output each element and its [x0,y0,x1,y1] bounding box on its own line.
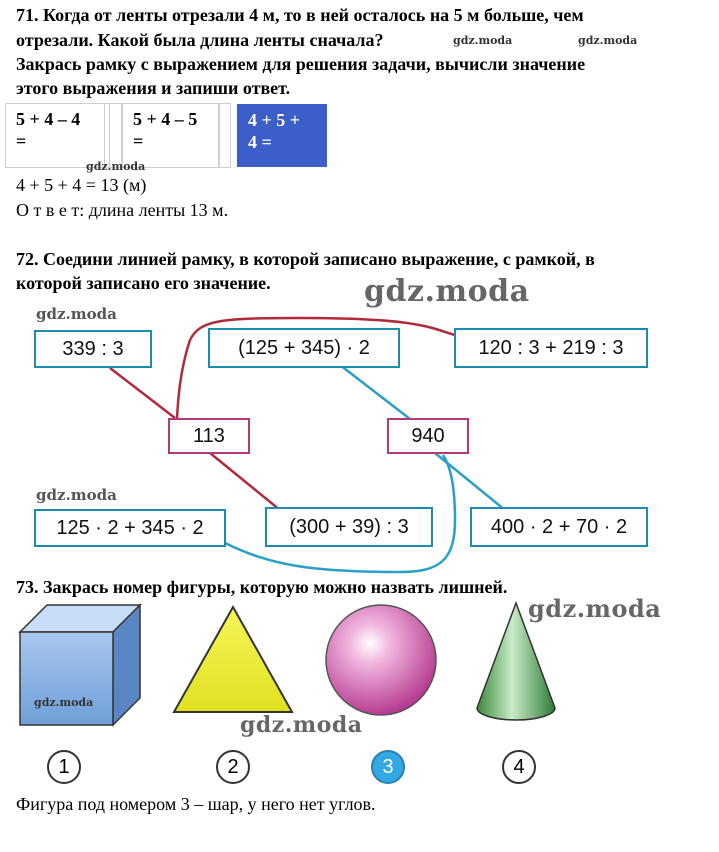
sphere-icon [326,605,436,715]
box-label: (300 + 39) : 3 [289,515,409,538]
watermark: gdz.moda [453,34,513,47]
task71-line3: Закрась рамку с выражением для решения задачи, вычисли значение [16,54,586,74]
number-label: 1 [58,755,70,778]
task71-line1: 71. Когда от ленты отрезали 4 м, то в ней осталось на 5 м больше, чем [16,5,584,25]
frame-equals: = [16,131,27,151]
task72-line1: 72. Соедини линией рамку, в которой записано выражение, с рамкой, в [16,249,595,269]
watermark: gdz.moda [364,274,530,309]
box-label: (125 + 345) · 2 [238,336,370,359]
frame-expression: 5 + 4 – 5 [133,109,198,129]
number-circle-4[interactable] [502,750,536,784]
task72-line2: которой записано его значение. [16,273,271,293]
triangle-icon [174,607,292,712]
number-label: 4 [513,755,525,778]
frame-expression: 5 + 4 – 4 [16,109,81,129]
watermark: gdz.moda [528,594,662,623]
box-label: 400 · 2 + 70 · 2 [490,515,628,538]
number-circle-3-selected[interactable] [371,750,405,784]
watermark: gdz.moda [578,34,638,47]
cone-icon [477,603,555,720]
watermark: gdz.moda [36,305,117,323]
box-label: 339 : 3 [62,337,124,360]
number-label: 2 [227,755,239,778]
box-label: 125 · 2 + 345 · 2 [56,516,204,539]
watermark: gdz.moda [86,160,146,173]
watermark: gdz.moda [34,696,94,709]
frame-expression: 4 + 5 + [248,110,301,130]
box-label: 113 [193,424,225,447]
task73-answer: Фигура под номером 3 – шар, у него нет углов. [16,794,376,814]
frame-equals: 4 = [248,132,272,152]
watermark: gdz.moda [240,712,363,738]
box-label: 120 : 3 + 219 : 3 [478,336,624,359]
box-label: 940 [411,424,445,447]
frame-equals: = [133,131,144,151]
watermark: gdz.moda [36,486,117,504]
number-label: 3 [382,755,394,778]
task71-line2: отрезали. Какой была длина ленты сначала? [16,30,384,50]
task73-line1: 73. Закрась номер фигуры, которую можно назвать лишней. [16,577,508,597]
task71-solution: 4 + 5 + 4 = 13 (м) [16,175,147,195]
number-circle-1[interactable] [47,750,81,784]
task71-line4: этого выражения и запиши ответ. [16,78,291,98]
number-circle-2[interactable] [216,750,250,784]
task71-answer: О т в е т: длина ленты 13 м. [16,200,229,220]
